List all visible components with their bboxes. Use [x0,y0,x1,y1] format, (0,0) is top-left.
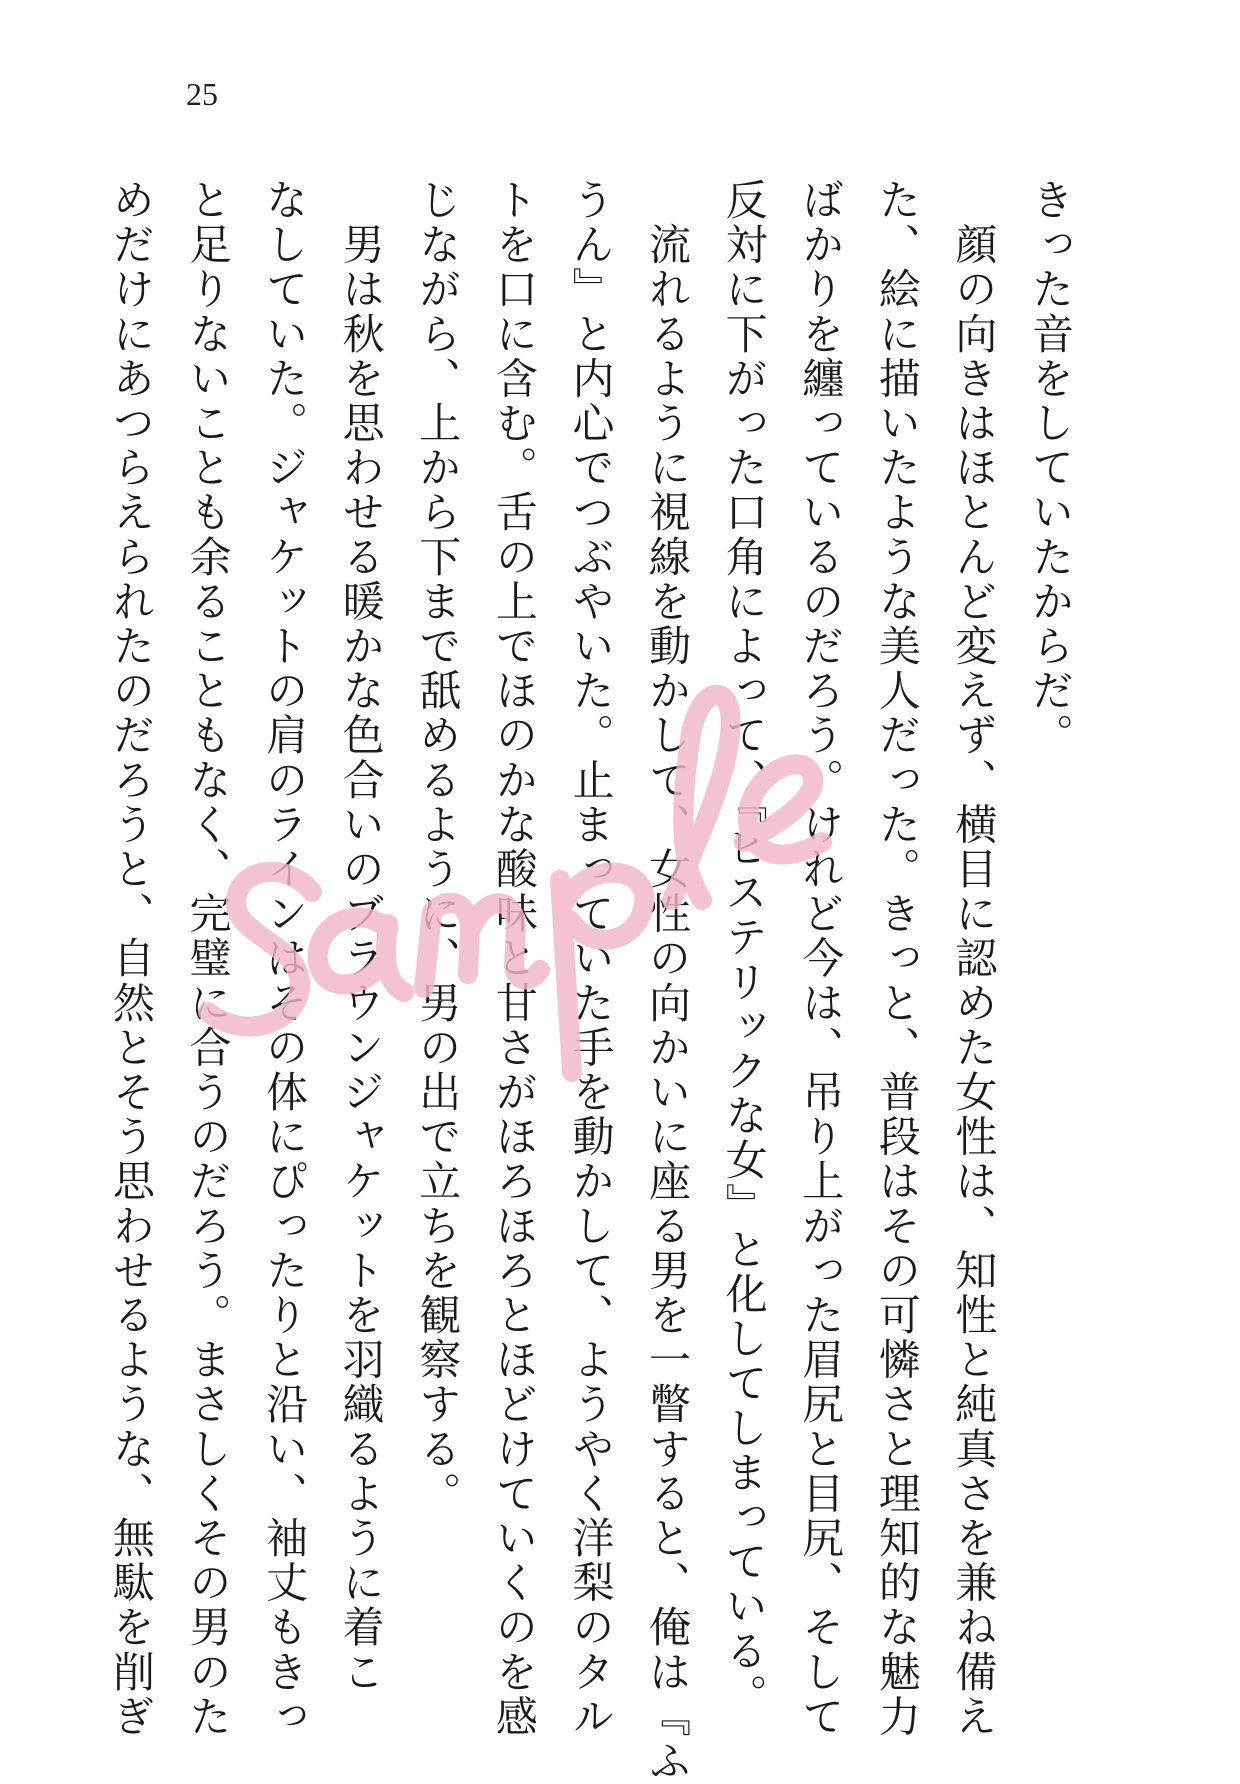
text-line: なしていた。ジャケットの肩のラインはその体にぴったりと沿い、袖丈もきっ [260,178,310,1739]
text-line: きった音をしていたからだ。 [1026,178,1075,758]
text-line: ばかりを纏っているのだろう。けれど今は、吊り上がった眉尻と目尻、そして [796,178,846,1739]
text-line: 反対に下がった口角によって、『ヒステリックな女』と化してしまっている。 [719,178,769,1718]
text-line: トを口に含む。舌の上でほのかな酸味と甘さがほろほろとほどけていくのを感 [489,178,539,1739]
text-line: た、絵に描いたような美人だった。きっと、普段はその可憐さと理知的な魅力 [872,178,922,1739]
vertical-body-text [106,178,1088,1784]
page-number: 25 [186,76,218,112]
text-line: 男は秋を思わせる暖かな色合いのブラウンジャケットを羽織るように着こ [336,178,386,1695]
text-line: と足りないことも余ることもなく、完璧に合うのだろう。まさしくその男のた [183,178,233,1739]
text-line: 顔の向きはほとんど変えず、横目に認めた女性は、知性と純真さを兼ね備え [949,178,999,1739]
text-line: 流れるように視線を動かして、女性の向かいに座る男を一瞥すると、俺は『ふ [643,178,693,1784]
text-line: うん』と内心でつぶやいた。止まっていた手を動かして、ようやく洋梨のタル [566,178,616,1739]
text-line: めだけにあつらえられたのだろうと、自然とそう思わせるような、無駄を削ぎ [106,178,156,1739]
text-line: じながら、上から下まで舐めるように、男の出で立ちを観察する。 [413,178,463,1516]
